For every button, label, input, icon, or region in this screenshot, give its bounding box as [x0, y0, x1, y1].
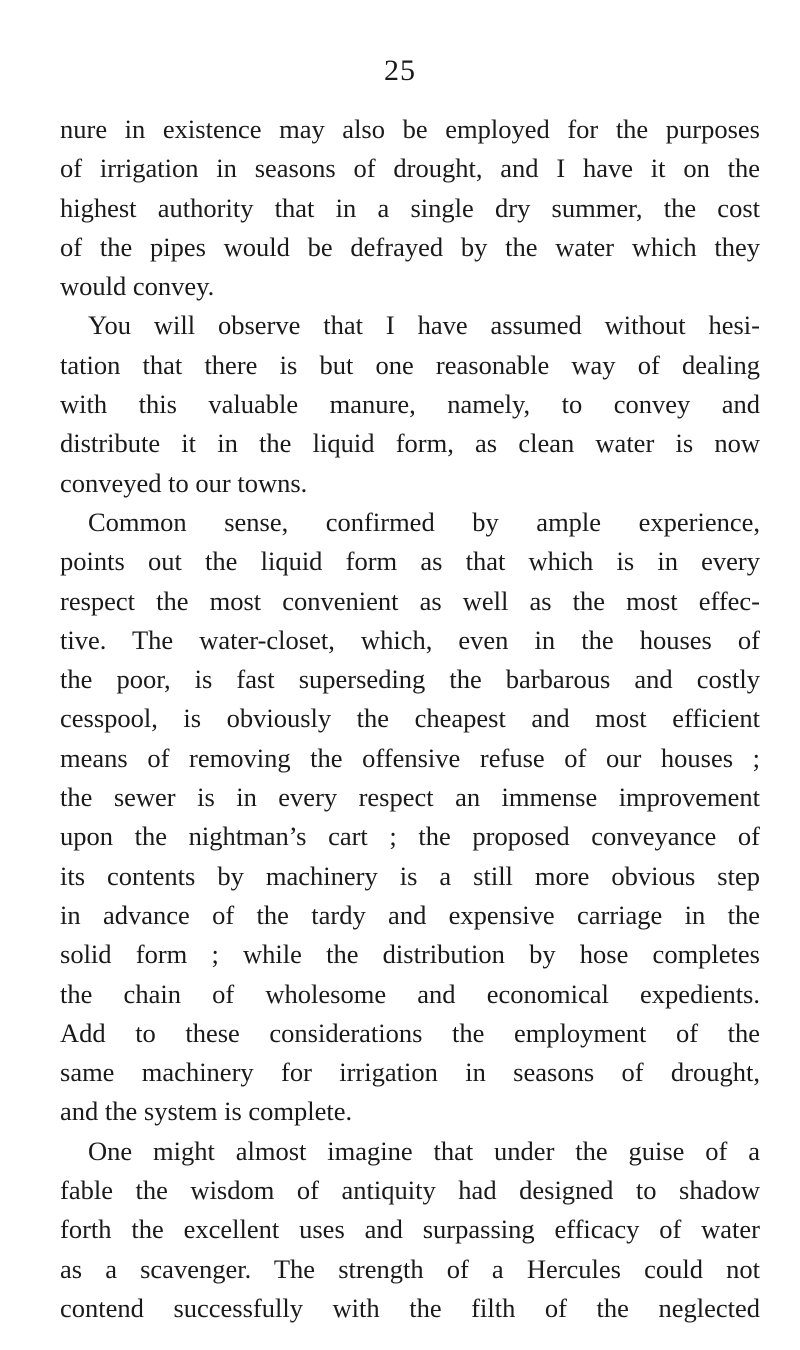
text-line: contend successfully with the filth of the neglected	[60, 1292, 760, 1323]
text-line: highest authority that in a single dry summer, the cost	[60, 192, 760, 223]
text-line: its contents by machinery is a still more obvious step	[60, 860, 760, 891]
text-line: of irrigation in seasons of drought, and I have it on the	[60, 153, 760, 184]
text-line: fable the wisdom of antiquity had designed to shadow	[60, 1175, 760, 1206]
text-line: of the pipes would be defrayed by the water which they	[60, 231, 760, 262]
text-line: upon the nightman’s cart ; the proposed conveyance of	[60, 821, 760, 852]
text-line: Add to these considerations the employment of the	[60, 1017, 760, 1048]
text-line: the poor, is fast superseding the barbarous and costly	[60, 664, 760, 695]
text-line: the sewer is in every respect an immense improvement	[60, 782, 760, 813]
text-line: One might almost imagine that under the guise of a	[88, 1135, 760, 1166]
text-line: tive. The water-closet, which, even in the houses of	[60, 624, 760, 655]
text-line: points out the liquid form as that which is in every	[60, 546, 760, 577]
text-line: as a scavenger. The strength of a Hercules could not	[60, 1253, 760, 1284]
text-line: cesspool, is obviously the cheapest and most efficient	[60, 703, 760, 734]
text-line: conveyed to our towns.	[60, 467, 308, 498]
text-line: with this valuable manure, namely, to convey and	[60, 389, 760, 420]
text-line: Common sense, confirmed by ample experience,	[88, 506, 760, 537]
text-line: in advance of the tardy and expensive carriage in the	[60, 899, 760, 930]
text-line: solid form ; while the distribution by hose completes	[60, 939, 760, 970]
text-line: nure in existence may also be employed for the purposes	[60, 114, 760, 144]
text-line: would convey.	[60, 271, 215, 302]
text-line: distribute it in the liquid form, as clean water is now	[60, 428, 760, 459]
text-line: the chain of wholesome and economical expedients.	[60, 978, 760, 1009]
body-text	[60, 110, 760, 1328]
text-line: You will observe that I have assumed without hesi-	[88, 310, 760, 341]
text-line: same machinery for irrigation in seasons of drought,	[60, 1057, 760, 1088]
page-number: 25	[384, 54, 416, 87]
text-line: tation that there is but one reasonable way of dealing	[60, 349, 760, 380]
text-line: and the system is complete.	[60, 1096, 353, 1127]
text-line: means of removing the offensive refuse of our houses ;	[60, 742, 760, 773]
text-line: respect the most convenient as well as the most effec-	[60, 585, 760, 616]
text-line: forth the excellent uses and surpassing efficacy of water	[60, 1214, 760, 1245]
